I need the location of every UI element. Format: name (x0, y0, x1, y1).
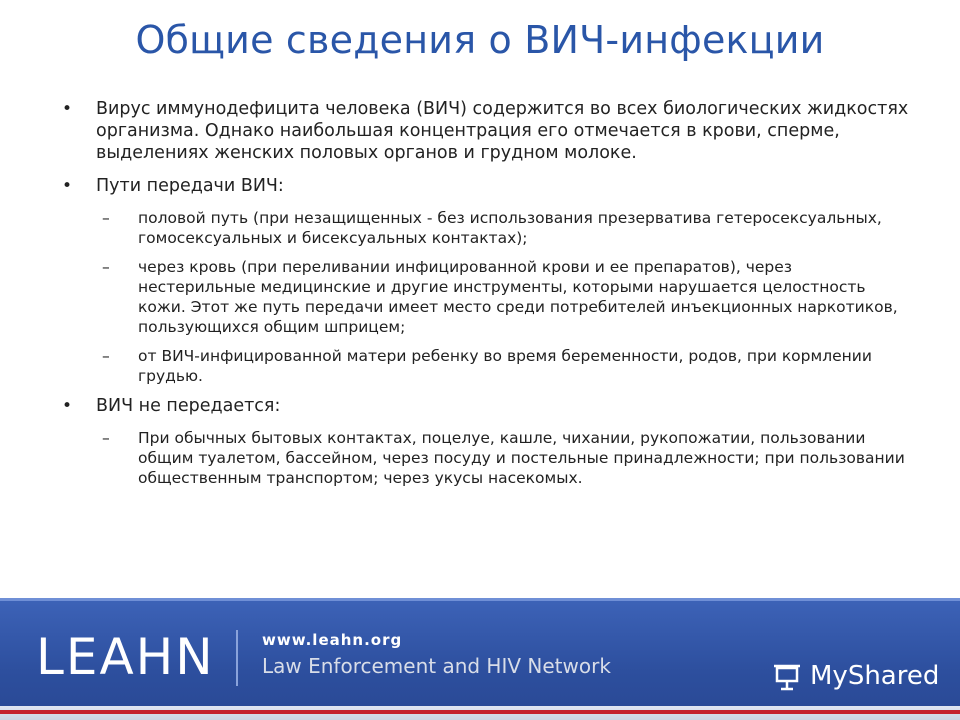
footer-network-name: Law Enforcement and HIV Network (262, 654, 611, 678)
bullet-dot: • (62, 396, 73, 416)
dash-mark: – (102, 258, 110, 276)
sub-item-sexual (62, 208, 912, 248)
bottom-stripe (0, 706, 960, 720)
red-stripe (0, 710, 960, 714)
sub-item-text: половой путь (при незащищенных - без использования презерватива гетеросексуальных, гомосексуальных и бисексуальных контактах); (138, 209, 882, 247)
bullet-dot: • (62, 99, 73, 119)
sub-item-household (62, 428, 912, 488)
bullet-dot: • (62, 176, 73, 196)
presentation-board-icon (770, 659, 804, 693)
myshared-watermark (770, 656, 939, 696)
slide-title: Общие сведения о ВИЧ-инфекции (135, 18, 825, 62)
footer-url[interactable]: www.leahn.org (262, 631, 403, 649)
sub-item-mother-child (62, 346, 912, 386)
bullet-text: Вирус иммунодефицита человека (ВИЧ) содержится во всех биологических жидкостях организма. Однако наибольшая концентрация его отмечается в крови, сперме, выделениях женских половых органов и грудном молоке. (96, 99, 909, 163)
dash-mark: – (102, 347, 110, 365)
sub-item-blood (62, 257, 912, 337)
bullet-hiv-fluids (62, 98, 912, 164)
sub-item-text: через кровь (при переливании инфицированной крови и ее препаратов), через нестерильные медицинские и другие инструменты, которыми нарушается целостность кожи. Этот же путь передачи имеет место среди потребителей инъекционных наркотиков, пользующихся общим шприцем; (138, 258, 898, 336)
bullet-text: Пути передачи ВИЧ: (96, 176, 284, 196)
bullet-not-transmitted (62, 395, 912, 417)
sub-item-text: от ВИЧ-инфицированной матери ребенку во время беременности, родов, при кормлении грудью. (138, 347, 872, 385)
leahn-logo: LEAHN (36, 628, 215, 686)
logo-divider (236, 630, 238, 686)
sub-item-text: При обычных бытовых контактах, поцелуе, кашле, чихании, рукопожатии, пользовании общим туалетом, бассейном, через посуду и постельные принадлежности; при пользовании общественным транспортом; через укусы насекомых. (138, 429, 905, 487)
watermark-text: MyShared (810, 661, 940, 691)
bullet-text: ВИЧ не передается: (96, 396, 281, 416)
dash-mark: – (102, 209, 110, 227)
dash-mark: – (102, 429, 110, 447)
bullet-transmission-routes (62, 175, 912, 197)
slide-content (62, 98, 912, 497)
footer-top-line (0, 598, 960, 601)
